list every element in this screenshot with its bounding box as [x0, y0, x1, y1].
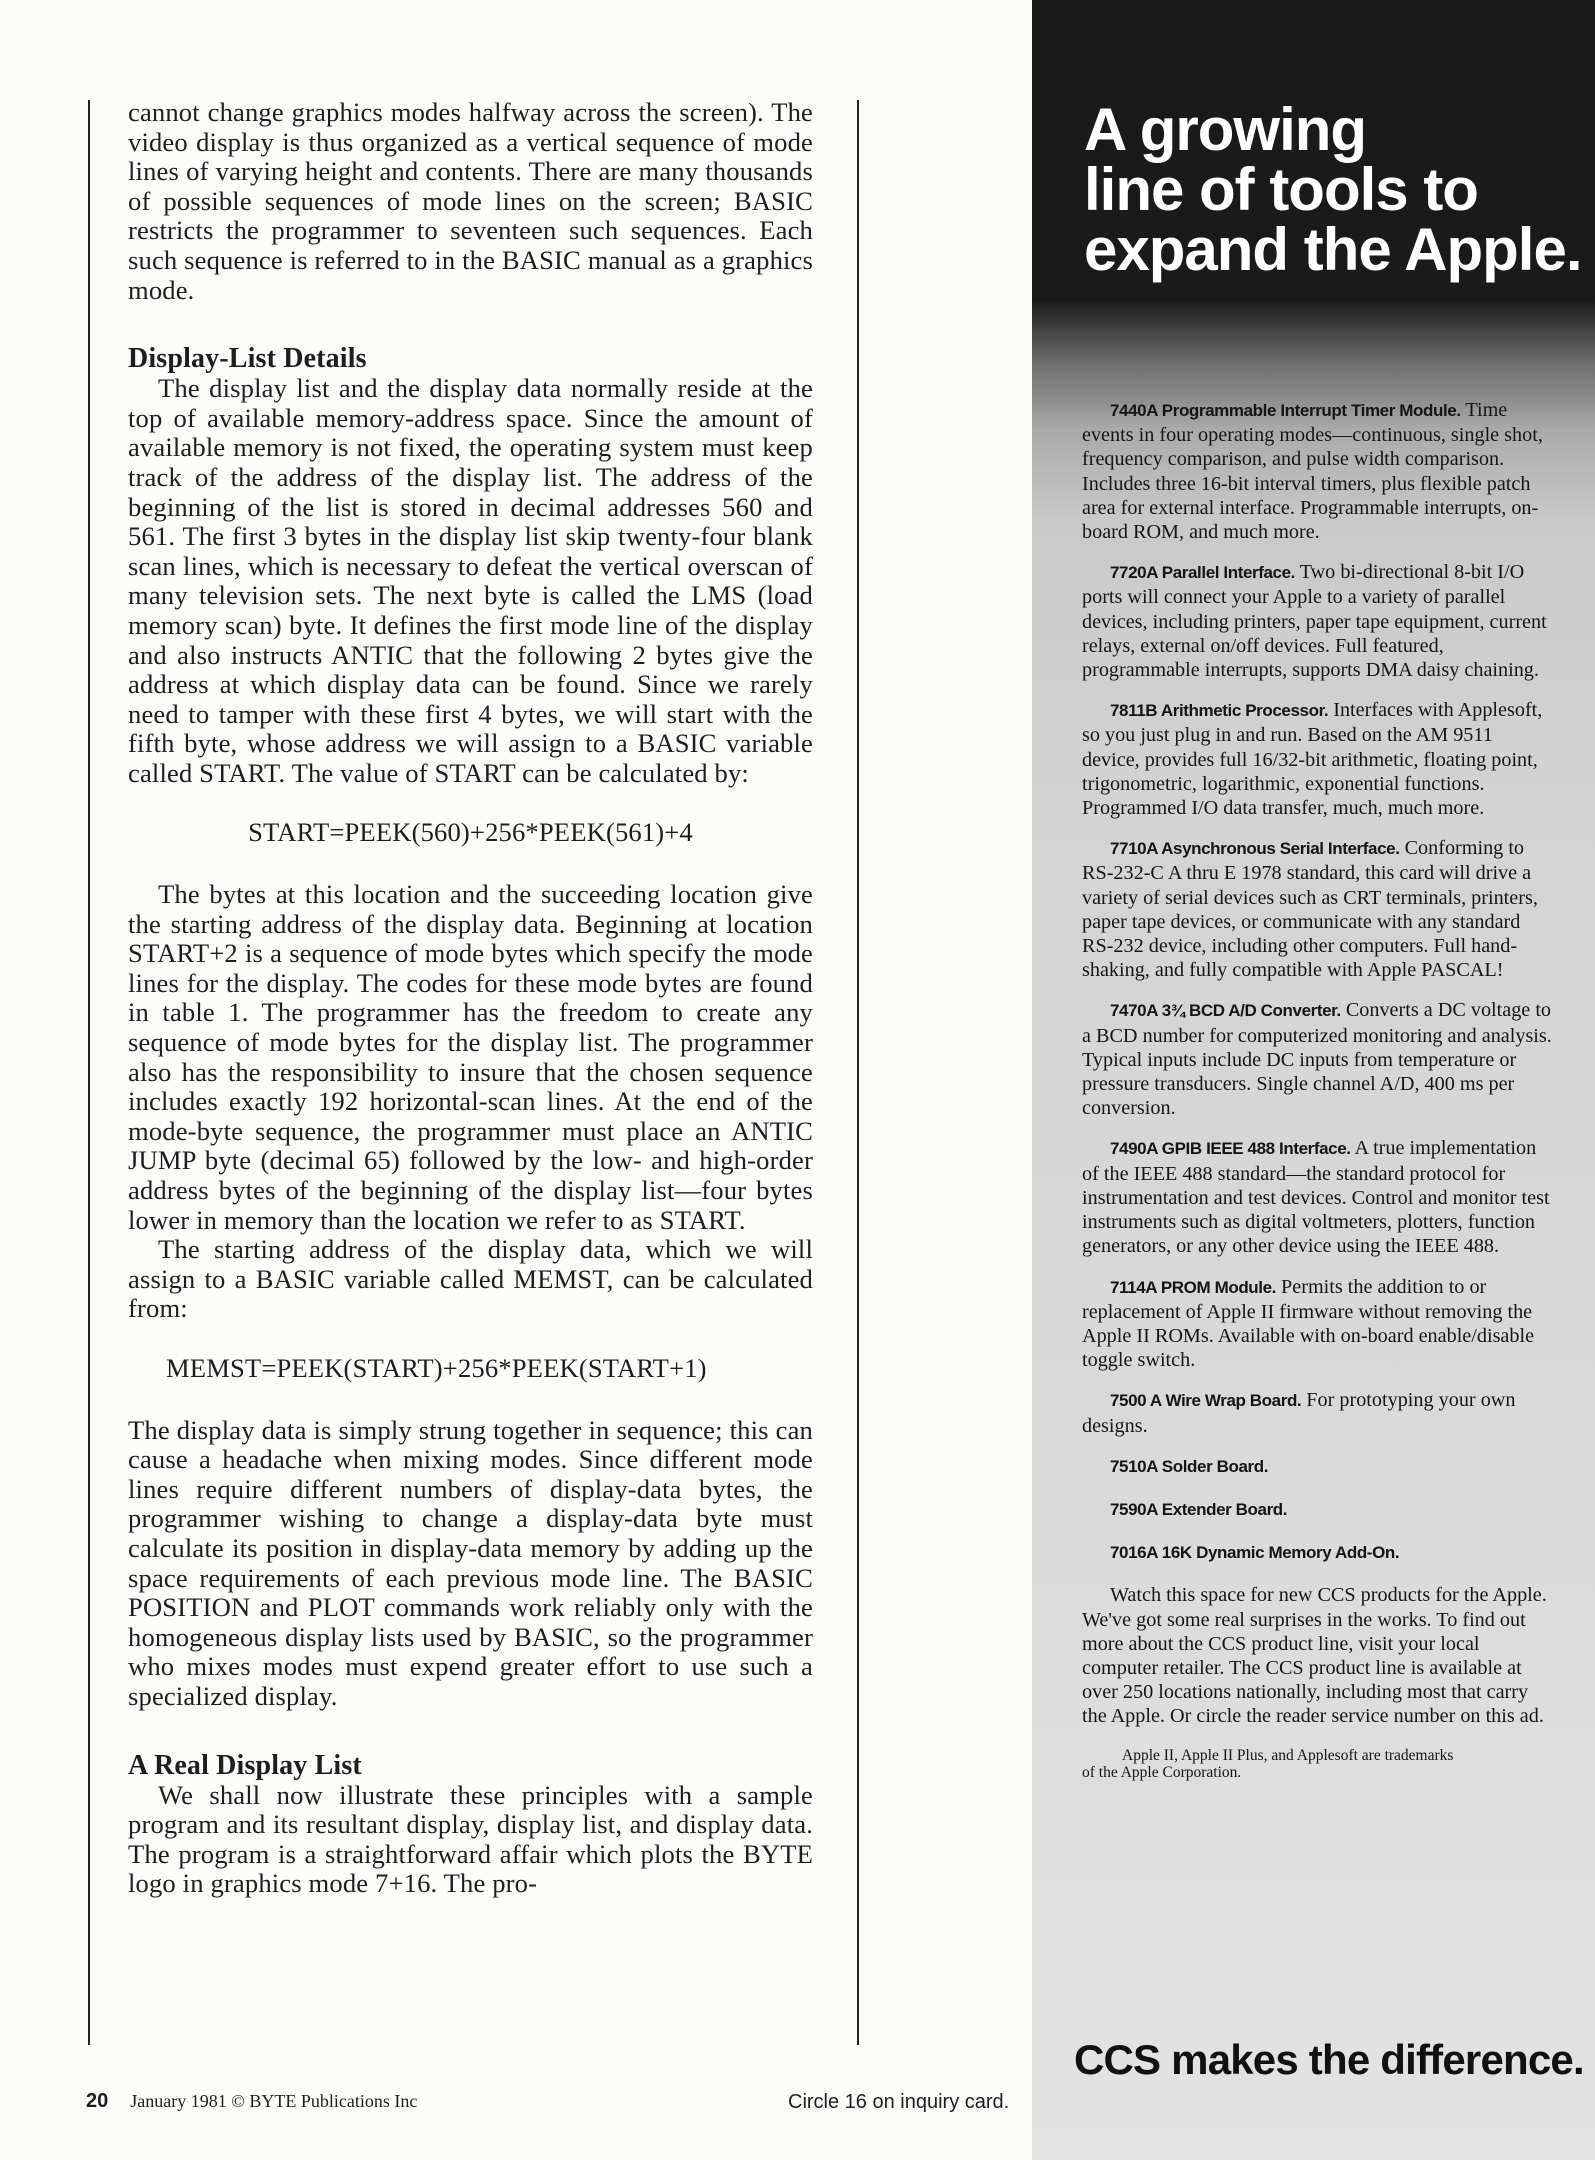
inquiry-note: Circle 16 on inquiry card.: [788, 2091, 1010, 2113]
article-paragraph: The display data is simply strung together in sequence; this can cause a headache when mixing modes. Since different mode lines require different numbers of display-data bytes, the programmer wishing to change a display-data byte must calculate its position in display-data memory by adding up the space requirements of each previous mode line. The BASIC POSITION and PLOT commands work reliably only with the homogeneous display lists used by BASIC, so the programmer who mixes modes must expend greater effort to use such a specialized display.: [128, 1414, 813, 1711]
product-description: Time events in four operating modes—continuous, single shot, frequency comparison, and pulse width comparison. Includes three 16-bit interval timers, plus flexible patch area for external interface. Programmable interrupts, on-board ROM, and much more.: [1082, 399, 1543, 544]
product-item: [1082, 398, 1552, 544]
article-paragraph: The bytes at this location and the succeeding location give the starting address of the display data. Beginning at location START+2 is a sequence of mode bytes which specify the mode lines for the display. The codes for these mode bytes are found in table 1. The programmer has the freedom to create any sequence of mode bytes for the display list. The programmer also has the responsibility to insure that the chosen sequence includes exactly 192 horizontal-scan lines. At the end of the mode-byte sequence, the programmer must place an ANTIC JUMP byte (decimal 65) followed by the low- and high-order address bytes of the beginning of the display list—four bytes lower in memory than the location we refer to as START.: [128, 879, 813, 1235]
article-paragraph: The starting address of the display data, which we will assign to a BASIC variable called MEMST, can be calculated from:: [128, 1234, 813, 1324]
product-description: Permits the addition to or replacement of Apple II firmware without removing the Apple II ROMs. Available with on-board enable/disable toggle switch.: [1082, 1275, 1535, 1372]
issue-credit: January 1981 © BYTE Publications Inc: [130, 2091, 418, 2111]
product-item: [1082, 836, 1552, 982]
article-paragraph: We shall now illustrate these principles with a sample program and its resultant display, display list, and display data. The program is a straightforward affair which plots the BYTE logo in graphics mode 7+16. The pro-: [128, 1779, 813, 1899]
headline-line: expand the Apple.: [1084, 216, 1582, 283]
ad-closing-text: Watch this space for new CCS products for the Apple. We've got some real surprises in the works. To find out more about the CCS product line, visit your local computer retailer. The CCS product line is available at over 250 locations nationally, including most that carry the Apple. Or circle the reader service number on this ad.: [1082, 1584, 1547, 1728]
product-description: Interfaces with Applesoft, so you just plug in and run. Based on the AM 9511 device, provides full 16/32-bit arithmetic, floating point, trigonometric, logarithmic, exponential functions. Programmed I/O data transfer, much, much more.: [1082, 699, 1543, 820]
product-item: [1082, 1540, 1552, 1565]
product-description: Conforming to RS-232-C A thru E 1978 standard, this card will drive a variety of serial devices such as CRT terminals, printers, paper tape devices, or communicate with any standard RS-232 device, including other computers. Full hand-shaking, and fully compatible with Apple PASCAL!: [1082, 837, 1538, 982]
product-description: For prototyping your own designs.: [1082, 1389, 1516, 1437]
product-description: Two bi-directional 8-bit I/O ports will connect your Apple to a variety of parallel devices, including printers, paper tape equipment, current relays, external on/off devices. Full featured, programmable interrupts, supports DMA daisy chaining.: [1082, 561, 1547, 682]
column-divider-rule: [857, 100, 859, 2045]
product-item: [1082, 1497, 1552, 1522]
page-footer: [86, 2090, 417, 2113]
article-paragraph: cannot change graphics modes halfway across the screen). The video display is thus organized as a vertical sequence of mode lines of varying height and contents. There are many thousands of possible sequences of mode lines on the screen; BASIC restricts the programmer to seventeen such sequences. Each such sequence is referred to in the BASIC manual as a graphics mode.: [128, 97, 814, 305]
product-item: [1082, 698, 1552, 820]
product-name: 7016A 16K Dynamic Memory Add-On.: [1110, 1543, 1400, 1563]
product-name: 7114A PROM Module.: [1110, 1277, 1276, 1297]
ad-headline: [1084, 96, 1584, 283]
product-item: [1082, 1388, 1552, 1437]
product-item: [1082, 1454, 1552, 1479]
product-name: 7710A Asynchronous Serial Interface.: [1110, 839, 1400, 859]
product-name: 7490A GPIB IEEE 488 Interface.: [1110, 1139, 1351, 1159]
article-paragraph: The display list and the display data normally reside at the top of available memory-address space. Since the amount of available memory is not fixed, the operating system must keep track of the address of the display list. The address of the beginning of the list is stored in decimal addresses 560 and 561. The first 3 bytes in the display list skip twenty-four blank scan lines, which is necessary to defeat the vertical overscan of many television sets. The next byte is called the LMS (load memory scan) byte. It defines the first mode line of the display and also instructs ANTIC that the following 2 bytes give the address at which display data can be found. Since we rarely need to tamper with these first 4 bytes, we will start with the fifth byte, whose address we will assign to a BASIC variable called START. The value of START can be calculated by:: [128, 373, 813, 788]
product-name: 7720A Parallel Interface.: [1110, 563, 1295, 583]
trademark-line: of the Apple Corporation.: [1082, 1763, 1242, 1781]
section-heading: A Real Display List: [128, 1749, 362, 1781]
trademark-line: Apple II, Apple II Plus, and Applesoft are trademarks: [1122, 1746, 1454, 1764]
formula: START=PEEK(560)+256*PEEK(561)+4: [248, 817, 693, 848]
product-item: [1082, 998, 1552, 1120]
page-number: 20: [86, 2090, 109, 2112]
trademark-notice: [1082, 1747, 1552, 1781]
product-description: A true implementation of the IEEE 488 standard—the standard protocol for instrumentation and test devices. Control and monitor test instruments such as digital voltmeters, plotters, function generators, or any other device using the IEEE 488.: [1082, 1137, 1550, 1258]
product-name: 7500 A Wire Wrap Board.: [1110, 1391, 1302, 1411]
section-heading: Display-List Details: [128, 343, 367, 375]
product-item: [1082, 1275, 1552, 1373]
article-column: [128, 98, 813, 1899]
formula: MEMST=PEEK(START)+256*PEEK(START+1): [166, 1352, 707, 1383]
product-name: 7590A Extender Board.: [1110, 1499, 1288, 1519]
left-margin-rule: [88, 100, 90, 2045]
ad-tagline: CCS makes the difference.: [1074, 2036, 1584, 2083]
product-description: Converts a DC voltage to a BCD number for computerized monitoring and analysis. Typical inputs include DC inputs from temperature or pressure transducers. Single channel A/D, 400 ms per conversion.: [1082, 999, 1552, 1120]
headline-line: A growing: [1084, 96, 1367, 163]
product-item: [1082, 1136, 1552, 1258]
ad-product-list: [1082, 398, 1552, 1781]
advertisement: [1032, 0, 1595, 2160]
product-name: 7470A 3¾ BCD A/D Converter.: [1110, 1001, 1341, 1021]
product-name: 7510A Solder Board.: [1110, 1456, 1269, 1476]
product-name: 7440A Programmable Interrupt Timer Module.: [1110, 401, 1461, 420]
product-name: 7811B Arithmetic Processor.: [1110, 701, 1329, 721]
product-item: [1082, 560, 1552, 682]
headline-line: line of tools to: [1084, 156, 1478, 223]
